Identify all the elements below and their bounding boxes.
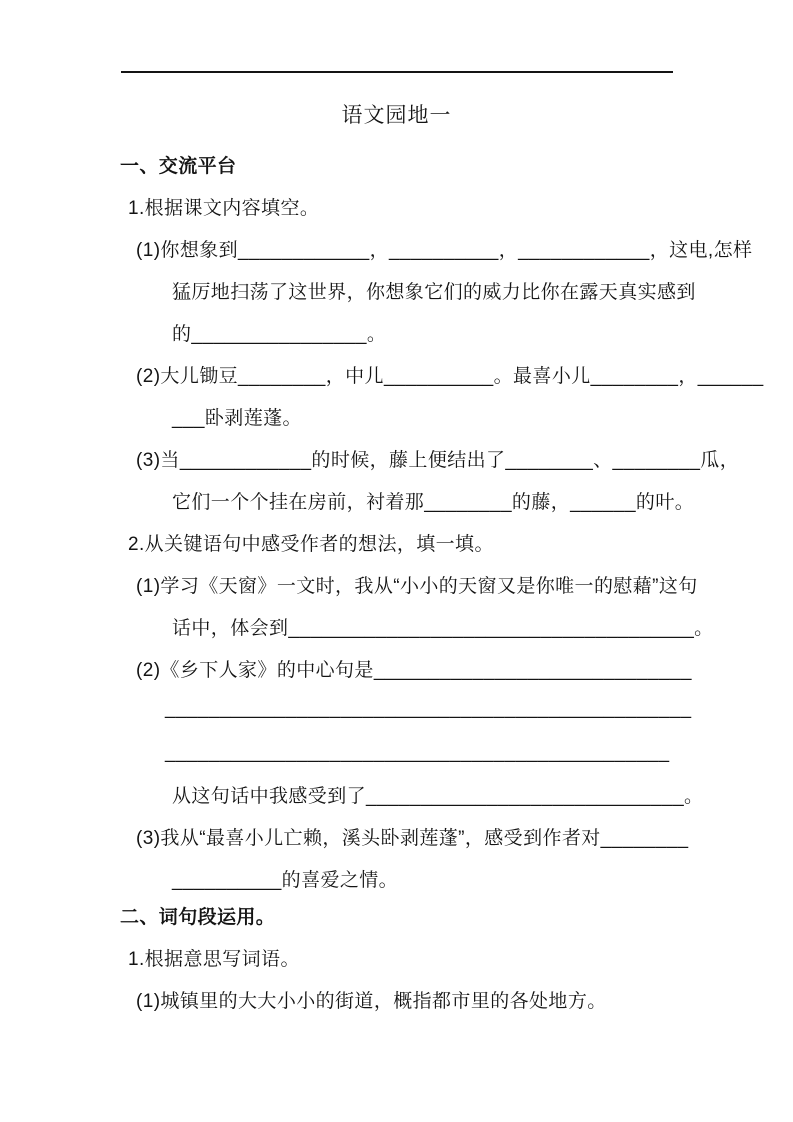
q2-item3-line1: (3)我从“最喜小儿亡赖，溪头卧剥莲蓬”，感受到作者对________ [136,828,689,849]
q2-item2-line1: (2)《乡下人家》的中心句是_____________________________ [136,660,692,681]
q1-item1-line1: (1)你想象到____________，__________，____________，这电,怎样 [136,240,753,261]
q1-item1-line2: 猛厉地扫荡了这世界，你想象它们的威力比你在露天真实感到 [172,282,696,303]
header-divider [121,71,673,73]
section1-question1-prompt: 1.根据课文内容填空。 [128,198,320,219]
q2-item2-blank-row-1: ________________________________________________ [165,698,692,719]
page-title: 语文园地一 [341,104,452,127]
section-2-heading: 二、词句段运用。 [120,907,276,928]
q1-item1-line3: 的________________。 [172,324,387,345]
q2-item1-line2: 话中，体会到_____________________________________。 [172,618,714,639]
section2-question1-prompt: 1.根据意思写词语。 [128,949,300,970]
section1-question2-prompt: 2.从关键语句中感受作者的想法，填一填。 [128,534,494,555]
q2-item2-line4: 从这句话中我感受到了_____________________________。 [172,786,704,807]
q2-item2-blank-row-2: ______________________________________________ [165,742,670,763]
q2-item1-line1: (1)学习《天窗》一文时，我从“小小的天窗又是你唯一的慰藉”这句 [136,576,698,597]
q1-item2-line2: ___卧剥莲蓬。 [172,408,302,429]
q1-item3-line2: 它们一个个挂在房前，衬着那________的藤，______的叶。 [172,492,695,513]
section2-q1-item1: (1)城镇里的大大小小的街道，概指都市里的各处地方。 [136,991,607,1012]
q1-item3-line1: (3)当____________的时候，藤上便结出了________、________瓜， [136,450,740,471]
section-1-heading: 一、交流平台 [120,156,237,177]
q1-item2-line1: (2)大儿锄豆________，中儿__________。最喜小儿________，______ [136,366,764,387]
q2-item3-line2: __________的喜爱之情。 [172,870,399,891]
